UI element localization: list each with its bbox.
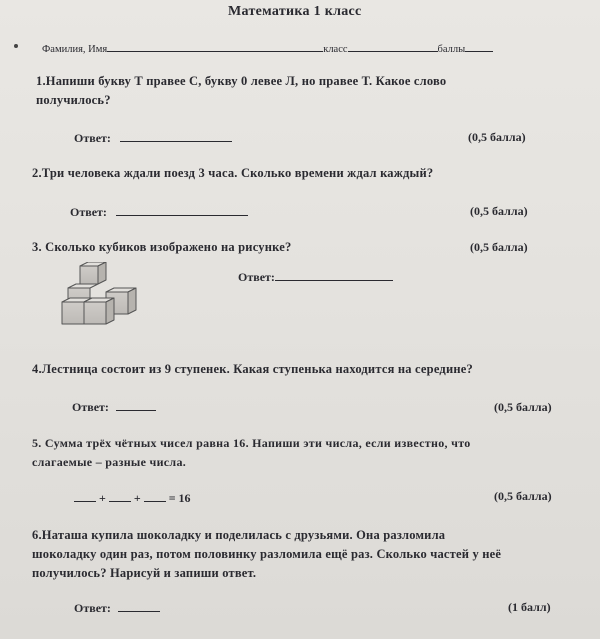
q4-text: 4.Лестница состоит из 9 ступенек. Какая ступенька находится на середине? xyxy=(32,362,473,376)
q1-text-line1: 1.Напиши букву Т правее С, букву 0 левее Л, но правее Т. Какое слово xyxy=(36,74,447,88)
class-blank[interactable] xyxy=(348,51,438,52)
cube-bottom-front-middle xyxy=(84,298,114,324)
q1-answer-label: Ответ: xyxy=(74,131,111,145)
q4-answer-label: Ответ: xyxy=(72,400,109,414)
q6-answer-label: Ответ: xyxy=(74,601,111,615)
q6-points: (1 балл) xyxy=(508,600,551,614)
q6-text-line3: получилось? Нарисуй и запиши ответ. xyxy=(32,566,257,580)
q5-points: (0,5 балла) xyxy=(494,489,552,503)
page-title: Математика 1 класс xyxy=(228,4,362,19)
cube-top xyxy=(80,262,106,284)
q3-text: 3. Сколько кубиков изображено на рисунке? xyxy=(32,240,292,254)
speck-dot xyxy=(14,44,18,48)
q1-text-line2: получилось? xyxy=(36,93,111,107)
q5-equation xyxy=(74,490,191,506)
cubes-illustration xyxy=(54,262,150,336)
score-blank[interactable] xyxy=(465,51,493,52)
q5-text-line1: 5. Сумма трёх чётных чисел равна 16. Напиши эти числа, если известно, что xyxy=(32,436,471,450)
class-label: класс xyxy=(323,44,348,55)
name-label: Фамилия, Имя xyxy=(42,44,108,55)
q3-points: (0,5 балла) xyxy=(470,240,528,254)
q5-equals: = 16 xyxy=(168,491,191,505)
q4-points: (0,5 балла) xyxy=(494,400,552,414)
q2-points: (0,5 балла) xyxy=(470,204,528,218)
q3-answer-label: Ответ: xyxy=(238,270,275,284)
q1-answer-row xyxy=(74,131,232,146)
q6-text-line2: шоколадку один раз, потом половинку разломила ещё раз. Сколько частей у неё xyxy=(32,547,502,561)
q5-plus-2: + xyxy=(133,491,141,505)
q6-answer-row xyxy=(74,601,160,616)
q1-answer-blank[interactable] xyxy=(120,141,232,142)
q3-answer-blank[interactable] xyxy=(275,280,393,281)
q3-answer-row xyxy=(238,270,393,285)
q5-blank-1[interactable] xyxy=(74,490,96,502)
q5-plus-1: + xyxy=(99,491,106,505)
q2-answer-label: Ответ: xyxy=(70,205,107,219)
q2-text: 2.Три человека ждали поезд 3 часа. Сколько времени ждал каждый? xyxy=(32,166,434,180)
q2-answer-blank[interactable] xyxy=(116,215,248,216)
q4-answer-blank[interactable] xyxy=(116,410,156,411)
name-field-row xyxy=(42,44,493,55)
q5-text-line2: слагаемые – разные числа. xyxy=(32,455,187,469)
q6-text-line1: 6.Наташа купила шоколадку и поделилась с друзьями. Она разломила xyxy=(32,528,446,542)
q2-answer-row xyxy=(70,205,248,220)
name-blank[interactable] xyxy=(107,51,323,52)
q5-blank-2[interactable] xyxy=(109,490,131,502)
q4-answer-row xyxy=(72,400,156,415)
q1-points: (0,5 балла) xyxy=(468,130,526,144)
q5-blank-3[interactable] xyxy=(144,490,166,502)
score-label: баллы xyxy=(437,44,466,55)
q6-answer-blank[interactable] xyxy=(118,611,160,612)
